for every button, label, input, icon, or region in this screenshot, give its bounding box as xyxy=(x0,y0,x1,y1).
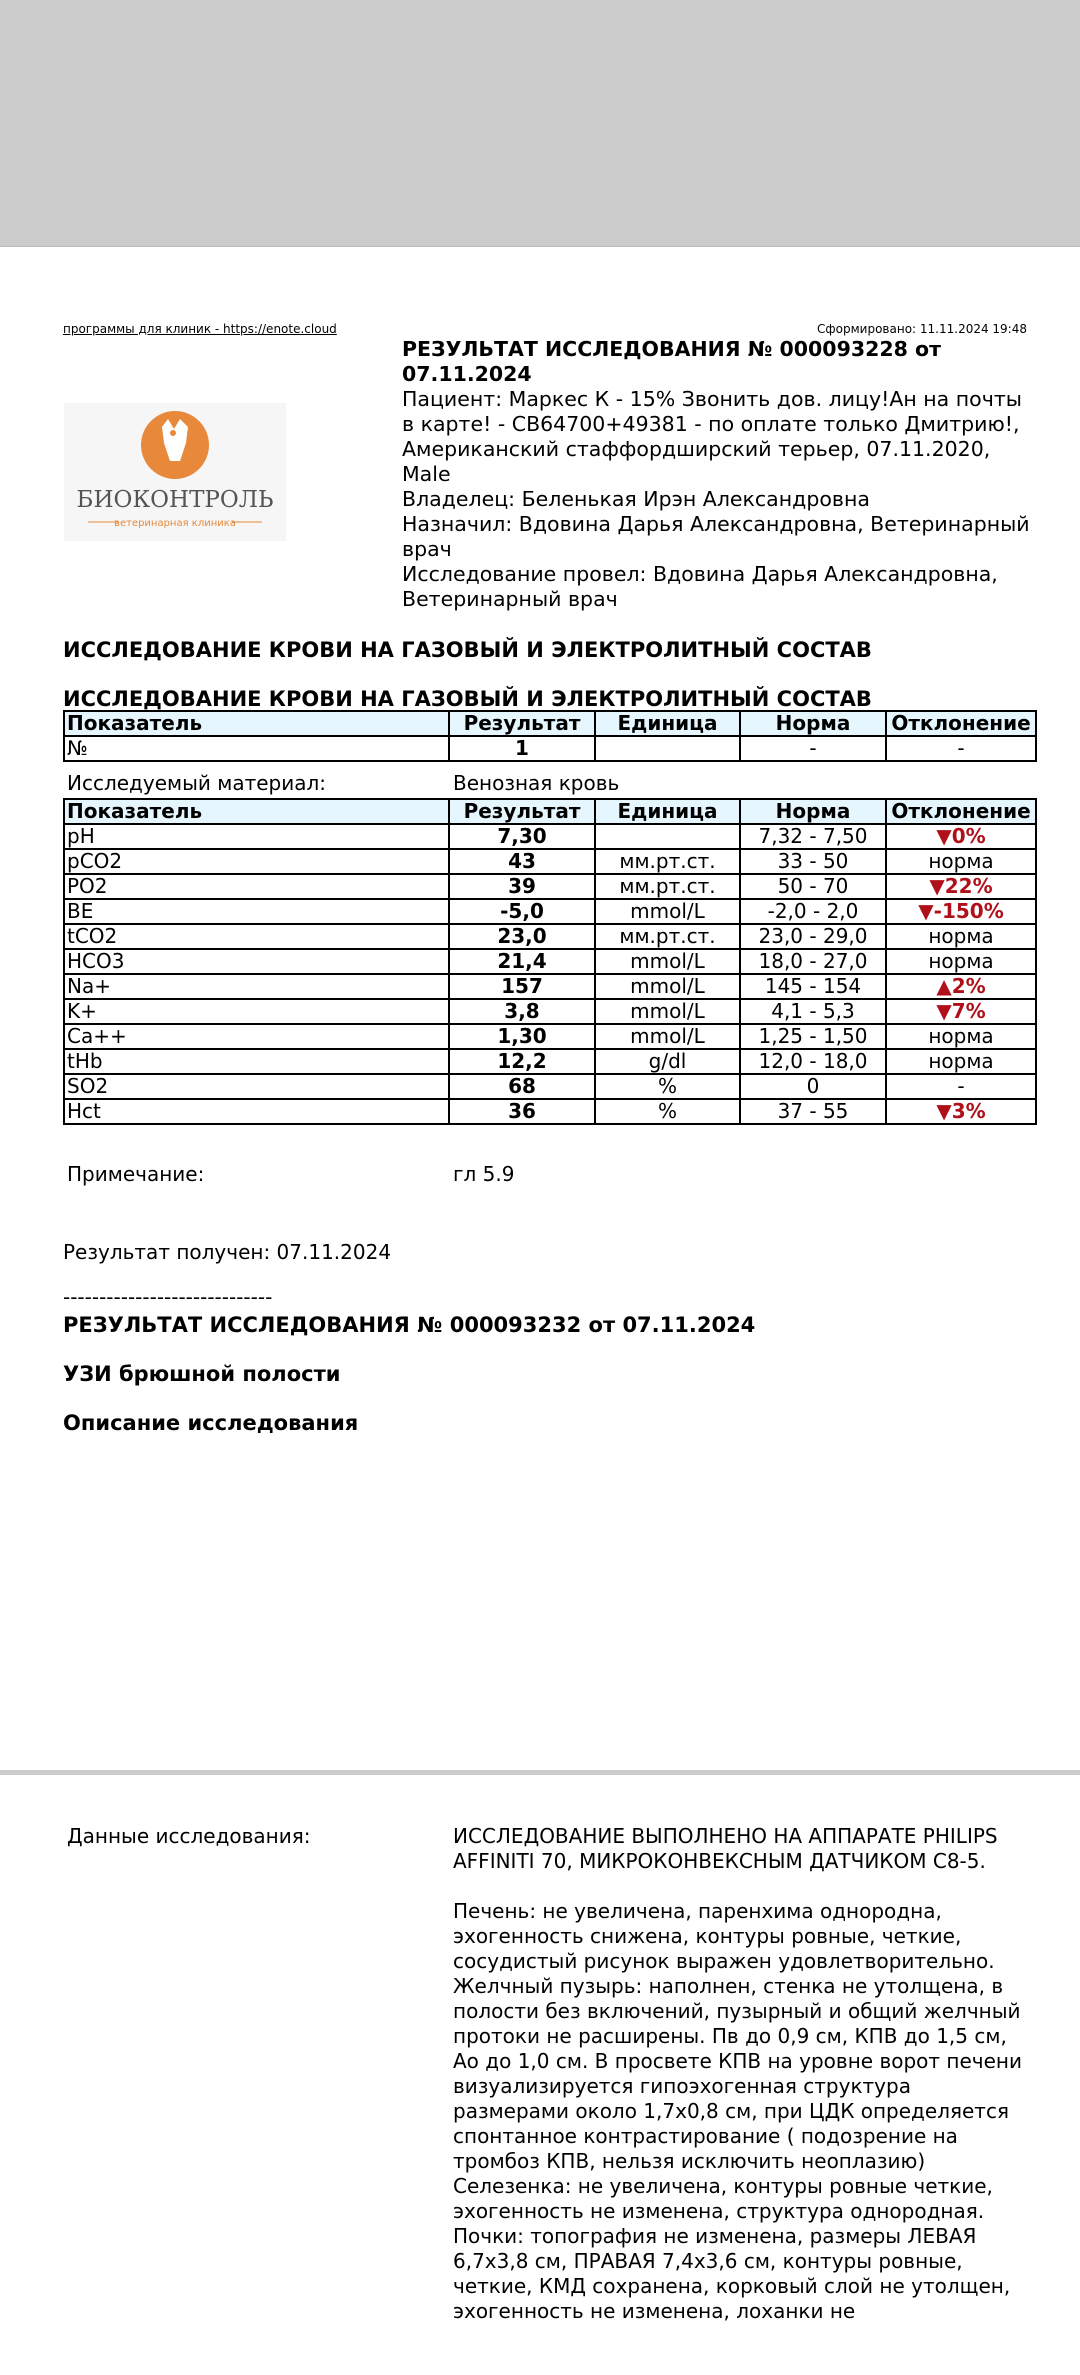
param-cell: tCO2 xyxy=(64,924,449,949)
norm-cell: -2,0 - 2,0 xyxy=(740,899,886,924)
table-row xyxy=(64,849,1036,874)
norm-cell: 7,32 - 7,50 xyxy=(740,824,886,849)
table-row xyxy=(64,1024,1036,1049)
col-header: Результат xyxy=(449,711,595,736)
param-cell: pH xyxy=(64,824,449,849)
param-cell: Hct xyxy=(64,1099,449,1124)
deviation-cell: ▼3% xyxy=(886,1099,1036,1124)
param-cell: BE xyxy=(64,899,449,924)
result-title-2: РЕЗУЛЬТАТ ИССЛЕДОВАНИЯ № 000093232 от 07.11.2024 xyxy=(63,1313,756,1337)
unit-cell: mmol/L xyxy=(595,999,740,1024)
unit-cell: % xyxy=(595,1099,740,1124)
table-row xyxy=(64,924,1036,949)
results-body xyxy=(64,824,1036,1124)
result-title: РЕЗУЛЬТАТ ИССЛЕДОВАНИЯ № 000093228 от 07.11.2024 xyxy=(402,337,941,386)
logo-emblem-icon xyxy=(64,403,286,541)
result-cell: 36 xyxy=(449,1099,595,1124)
param-cell: K+ xyxy=(64,999,449,1024)
deviation-cell: норма xyxy=(886,1024,1036,1049)
table-header-row xyxy=(64,711,1036,736)
report-page-2 xyxy=(0,1775,1080,2375)
param-cell: Na+ xyxy=(64,974,449,999)
result-cell: 23,0 xyxy=(449,924,595,949)
col-header: Результат xyxy=(449,799,595,824)
unit-cell: % xyxy=(595,1074,740,1099)
unit-cell: mmol/L xyxy=(595,899,740,924)
deviation-cell: ▼0% xyxy=(886,824,1036,849)
logo-text: БИОКОНТРОЛЬ xyxy=(76,487,274,513)
unit-cell: мм.рт.ст. xyxy=(595,924,740,949)
unit-cell: мм.рт.ст. xyxy=(595,874,740,899)
deviation-cell: норма xyxy=(886,849,1036,874)
norm-cell: 4,1 - 5,3 xyxy=(740,999,886,1024)
unit-cell: mmol/L xyxy=(595,949,740,974)
result-cell: 21,4 xyxy=(449,949,595,974)
table-row xyxy=(64,824,1036,849)
study-heading-1: ИССЛЕДОВАНИЕ КРОВИ НА ГАЗОВЫЙ И ЭЛЕКТРОЛИТНЫЙ СОСТАВ xyxy=(63,638,872,662)
table-row xyxy=(64,1049,1036,1074)
table-row xyxy=(64,974,1036,999)
norm-cell: 33 - 50 xyxy=(740,849,886,874)
material-label: Исследуемый материал: xyxy=(67,771,327,795)
cell: № xyxy=(64,736,449,761)
param-cell: Ca++ xyxy=(64,1024,449,1049)
deviation-cell: ▼7% xyxy=(886,999,1036,1024)
table-row xyxy=(64,1099,1036,1124)
result-cell: 43 xyxy=(449,849,595,874)
result-cell: 1,30 xyxy=(449,1024,595,1049)
table-row xyxy=(64,874,1036,899)
norm-cell: 23,0 - 29,0 xyxy=(740,924,886,949)
table-row xyxy=(64,999,1036,1024)
col-header: Отклонение xyxy=(886,711,1036,736)
result-cell: 157 xyxy=(449,974,595,999)
unit-cell: g/dl xyxy=(595,1049,740,1074)
separator-line: ----------------------------- xyxy=(63,1285,273,1309)
norm-cell: 1,25 - 1,50 xyxy=(740,1024,886,1049)
result-cell: 12,2 xyxy=(449,1049,595,1074)
table-row xyxy=(64,1074,1036,1099)
result-cell: 68 xyxy=(449,1074,595,1099)
col-header: Показатель xyxy=(64,799,449,824)
result-cell: -5,0 xyxy=(449,899,595,924)
norm-cell: 37 - 55 xyxy=(740,1099,886,1124)
cell: - xyxy=(740,736,886,761)
param-cell: tHb xyxy=(64,1049,449,1074)
param-cell: SO2 xyxy=(64,1074,449,1099)
study-heading-2: ИССЛЕДОВАНИЕ КРОВИ НА ГАЗОВЫЙ И ЭЛЕКТРОЛИТНЫЙ СОСТАВ xyxy=(63,687,872,711)
param-cell: HCO3 xyxy=(64,949,449,974)
deviation-cell: норма xyxy=(886,924,1036,949)
results-table xyxy=(63,798,1037,1125)
col-header: Показатель xyxy=(64,711,449,736)
norm-cell: 145 - 154 xyxy=(740,974,886,999)
performed-line: Исследование провел: Вдовина Дарья Александровна, Ветеринарный врач xyxy=(402,562,998,611)
enote-link[interactable]: программы для клиник - https://enote.cloud xyxy=(63,322,337,336)
table-row xyxy=(64,949,1036,974)
unit-cell xyxy=(595,824,740,849)
col-header: Норма xyxy=(740,711,886,736)
param-cell: PO2 xyxy=(64,874,449,899)
number-table xyxy=(63,710,1037,762)
material-value: Венозная кровь xyxy=(453,771,620,795)
col-header: Единица xyxy=(595,711,740,736)
study-paragraph: Селезенка: не увеличена, контуры ровные четкие, эхогенность не изменена, структура однородная. Почки: топография не изменена, размеры ЛЕВАЯ 6,7х3,8 см, ПРАВАЯ 7,4х3,6 см, контуры ровные, четкие, КМД сохранена, корковый слой не утолщен, эхогенность не изменена, лоханки не xyxy=(453,2174,1011,2323)
note-label: Примечание: xyxy=(67,1162,205,1186)
generated-timestamp: Сформировано: 11.11.2024 19:48 xyxy=(817,322,1027,336)
deviation-cell: ▲2% xyxy=(886,974,1036,999)
deviation-cell: норма xyxy=(886,949,1036,974)
study-type: УЗИ брюшной полости xyxy=(63,1362,341,1386)
unit-cell: мм.рт.ст. xyxy=(595,849,740,874)
patient-line: Пациент: Маркес К - 15% Звонить дов. лицу!Ан на почты в карте! - СВ64700+49381 - по оплате только Дмитрию!, Американский стаффордширский терьер, 07.11.2020, Male xyxy=(402,387,1022,486)
logo-subtitle: ветеринарная клиника xyxy=(114,518,236,529)
data-label: Данные исследования: xyxy=(67,1824,311,1848)
cell xyxy=(595,736,740,761)
owner-line: Владелец: Беленькая Ирэн Александровна xyxy=(402,487,870,511)
table-row xyxy=(64,736,1036,761)
table-header-row xyxy=(64,799,1036,824)
study-paragraph: ИССЛЕДОВАНИЕ ВЫПОЛНЕНО НА АППАРАТЕ PHILIPS AFFINITI 70, МИКРОКОНВЕКСНЫМ ДАТЧИКОМ С8-5. xyxy=(453,1824,998,1873)
deviation-cell: - xyxy=(886,1074,1036,1099)
study-text xyxy=(453,1824,1033,2324)
unit-cell: mmol/L xyxy=(595,1024,740,1049)
col-header: Отклонение xyxy=(886,799,1036,824)
cell: 1 xyxy=(449,736,595,761)
cell: - xyxy=(886,736,1036,761)
norm-cell: 12,0 - 18,0 xyxy=(740,1049,886,1074)
norm-cell: 0 xyxy=(740,1074,886,1099)
table-row xyxy=(64,899,1036,924)
patient-info xyxy=(402,337,1032,612)
study-paragraph: Печень: не увеличена, паренхима однородна, эхогенность снижена, контуры ровные, четкие, сосудистый рисунок выражен удовлетворительно. Желчный пузырь: наполнен, стенка не утолщена, в полости без включений, пузырный и общий желчный протоки не расширены. Пв до 0,9 см, КПВ до 1,5 см, Ао до 1,0 см. В просвете КПВ на уровне ворот печени визуализируется гипоэхогенная структура размерами около 1,7х0,8 см, при ЦДК определяется спонтанное контрастирование ( подозрение на тромбоз КПВ, нельзя исключить неоплазию) xyxy=(453,1899,1022,2173)
result-cell: 3,8 xyxy=(449,999,595,1024)
norm-cell: 18,0 - 27,0 xyxy=(740,949,886,974)
col-header: Единица xyxy=(595,799,740,824)
result-received: Результат получен: 07.11.2024 xyxy=(63,1240,392,1264)
col-header: Норма xyxy=(740,799,886,824)
unit-cell: mmol/L xyxy=(595,974,740,999)
clinic-logo xyxy=(64,403,286,541)
deviation-cell: ▼-150% xyxy=(886,899,1036,924)
result-cell: 39 xyxy=(449,874,595,899)
norm-cell: 50 - 70 xyxy=(740,874,886,899)
report-page-1 xyxy=(0,246,1080,1771)
result-cell: 7,30 xyxy=(449,824,595,849)
deviation-cell: ▼22% xyxy=(886,874,1036,899)
deviation-cell: норма xyxy=(886,1049,1036,1074)
param-cell: pCO2 xyxy=(64,849,449,874)
assigned-line: Назначил: Вдовина Дарья Александровна, Ветеринарный врач xyxy=(402,512,1030,561)
note-value: гл 5.9 xyxy=(453,1162,515,1186)
description-heading: Описание исследования xyxy=(63,1411,359,1435)
